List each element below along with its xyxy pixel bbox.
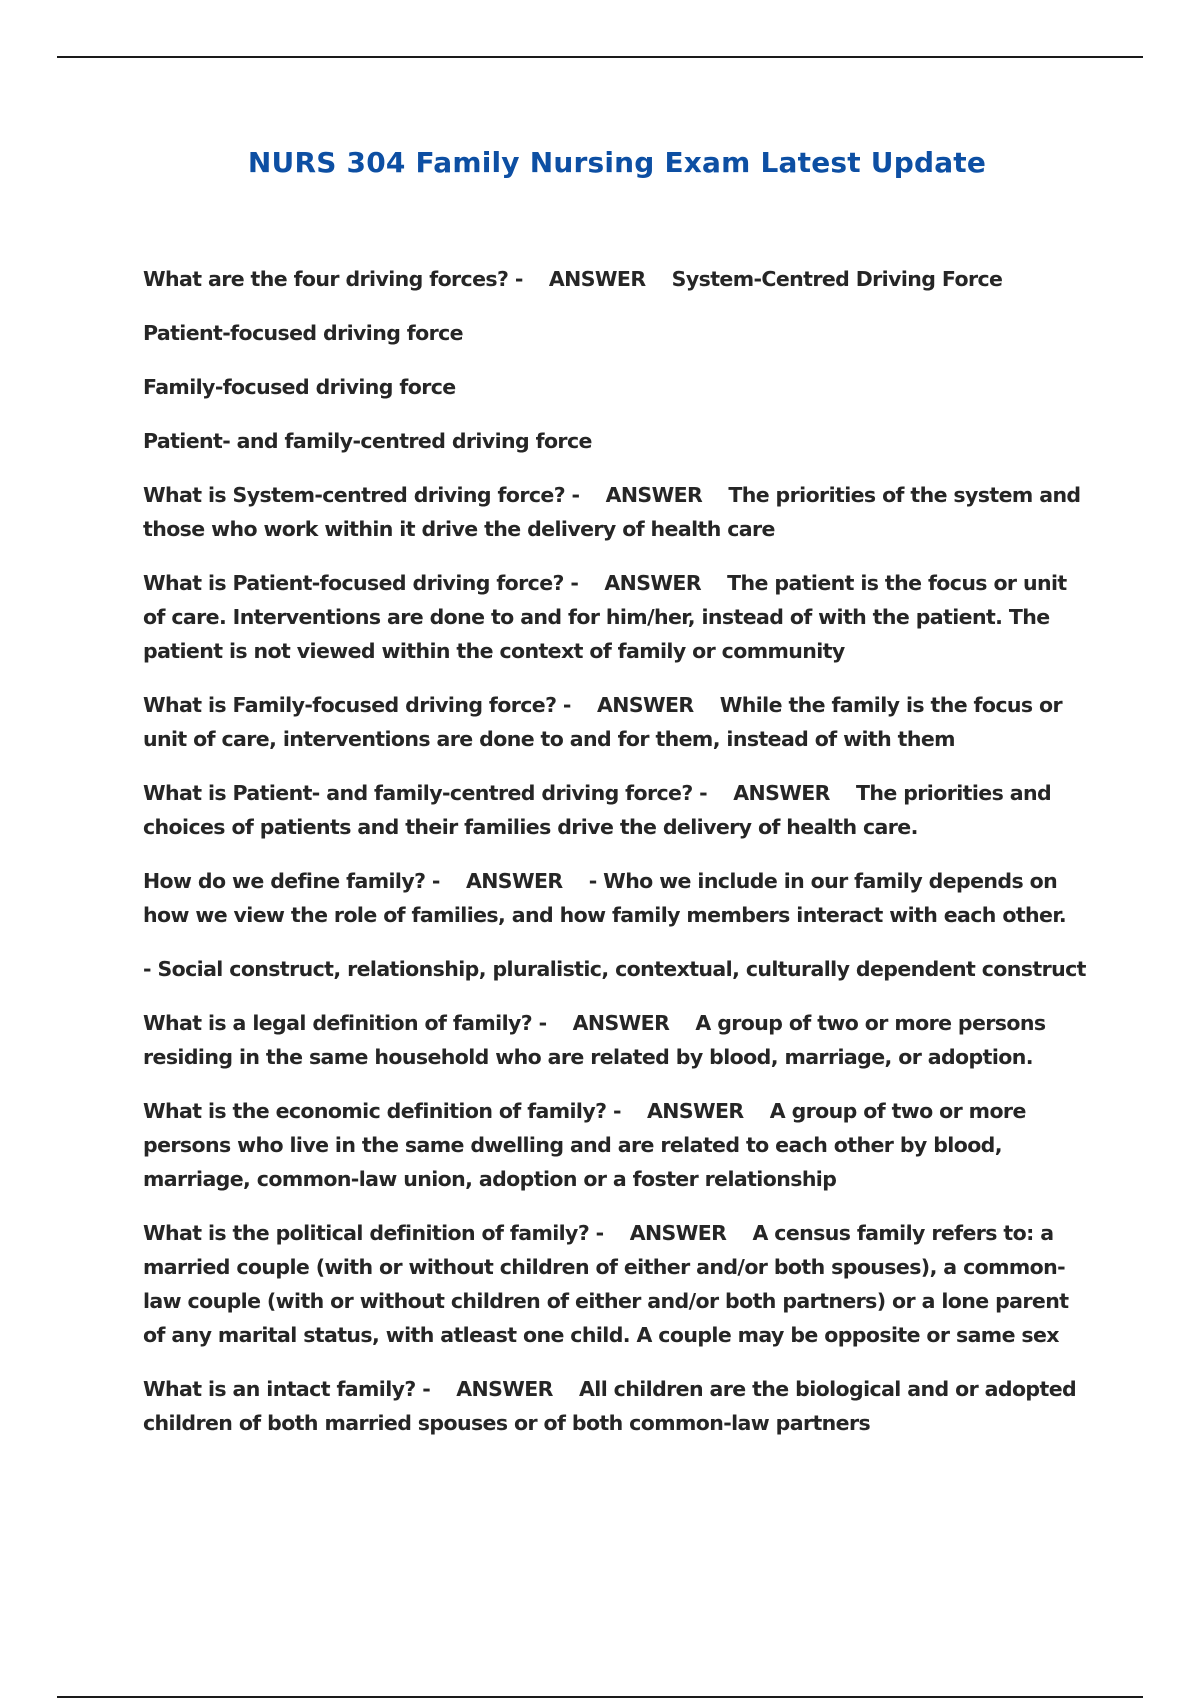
qa-item-2 [143,478,1093,546]
answer-label: ANSWER [572,1011,670,1035]
document-body [143,262,1093,1460]
answer-label: ANSWER [548,267,646,291]
question-text: What is Family-focused driving force? - [143,693,571,717]
answer-label: ANSWER [647,1099,744,1123]
answer-label: ANSWER [605,483,703,507]
question-text: What are the four driving forces? - [143,267,523,291]
qa-item-1 [143,262,1093,296]
document-title: NURS 304 Family Nursing Exam Latest Update [247,146,987,179]
answer-text: System-Centred Driving Force [671,267,1003,291]
answer-text: All children are the biological and or adopted children of both married spouses or of both common-law partners [143,1377,1077,1435]
qa-item-5 [143,776,1093,844]
question-text: What is the political definition of family? - [143,1221,604,1245]
answer-text: While the family is the focus or unit of care, interventions are done to and for them, instead of with them [143,693,1063,751]
qa-item-6 [143,864,1093,932]
qa-item-7 [143,1006,1093,1074]
answer-label: ANSWER [456,1377,553,1401]
answer-label: ANSWER [597,693,694,717]
qa-item-4 [143,688,1093,756]
plain-line: Patient-focused driving force [143,321,463,345]
answer-text: - Who we include in our family depends on how we view the role of families, and how family members interact with each other. [143,869,1067,927]
question-text: What is a legal definition of family? - [143,1011,547,1035]
answer-text: A group of two or more persons who live in the same dwelling and are related to each other by blood, marriage, common-law union, adoption or a foster relationship [143,1099,1026,1191]
answer-text: The patient is the focus or unit of care. Interventions are done to and for him/her, instead of with the patient. The patient is not viewed within the context of family or community [143,571,1067,663]
answer-text: The priorities of the system and those who work within it drive the delivery of health care [143,483,1081,541]
answer-text: The priorities and choices of patients and their families drive the delivery of health care. [143,781,1052,839]
plain-line: Patient- and family-centred driving force [143,429,592,453]
answer-label: ANSWER [733,781,830,805]
qa-item-3 [143,566,1093,668]
top-rule [57,56,1143,58]
question-text: What is the economic definition of family? - [143,1099,621,1123]
answer-text: A census family refers to: a married couple (with or without children of either and/or both spouses), a common-law couple (with or without children of either and/or both partners) or a lone parent of any marital status, with atleast one child. A couple may be opposite or same sex [143,1221,1069,1347]
qa-item-10 [143,1372,1093,1440]
answer-label: ANSWER [604,571,702,595]
qa-item-8 [143,1094,1093,1196]
question-text: What is Patient-focused driving force? - [143,571,579,595]
answer-label: ANSWER [629,1221,727,1245]
question-text: How do we define family? - [143,869,440,893]
question-text: What is System-centred driving force? - [143,483,580,507]
answer-text: A group of two or more persons residing in the same household who are related by blood, marriage, or adoption. [143,1011,1046,1069]
answer-label: ANSWER [465,869,563,893]
plain-line: Family-focused driving force [143,375,456,399]
qa-item-9 [143,1216,1093,1352]
plain-line: - Social construct, relationship, pluralistic, contextual, culturally dependent construct [143,957,1086,981]
bottom-rule [57,1696,1143,1698]
question-text: What is an intact family? - [143,1377,431,1401]
question-text: What is Patient- and family-centred driving force? - [143,781,708,805]
